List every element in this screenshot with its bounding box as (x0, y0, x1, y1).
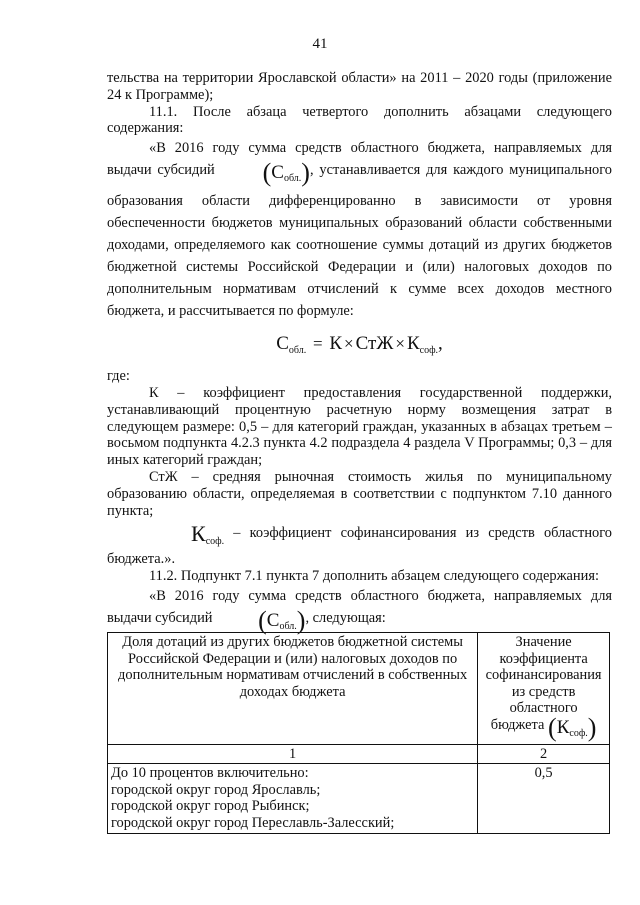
table-row-value: 0,5 (478, 764, 610, 833)
symbol-k-sof: $К_{соф.}$ (191, 521, 225, 548)
stzh-definition: СтЖ – средняя рыночная стоимость жилья по муниципальному образованию области, определяемая в соответствии с подпунктом 7.10 данного пункта; (107, 468, 612, 519)
table-header-row (108, 633, 610, 745)
symbol-c-obl-2: $(С_{обл.})$ (258, 605, 306, 635)
symbol-c-obl: $(С_{обл.})$ (262, 158, 310, 188)
paragraph-continuation: тельства на территории Ярославской области» на 2011 – 2020 годы (приложение 24 к Программе); (107, 70, 612, 103)
symbol-k-sof-header: $(К_{соф.})$ (548, 712, 597, 742)
table-number-row (108, 744, 610, 764)
formula-times-2: × (395, 334, 405, 354)
table-row-categories (108, 764, 478, 833)
table-col-number-2: 2 (478, 744, 610, 764)
document-body (107, 70, 612, 638)
table-header-col2: Значение коэффициента софинансирования из средств областного бюджета $(К_{соф.})$ (478, 633, 610, 745)
paragraph-2016-sum-start: «В 2016 году сумма средств областного бюджета, направляемых для выдачи субсидий (107, 140, 612, 179)
paragraph-2016-sum-2: «В 2016 году сумма средств областного бюджета, направляемых для выдачи субсидий $(С_{обл.})$, следующая: (107, 585, 612, 638)
k-definition: К – коэффициент предоставления государственной поддержки, устанавливающий процентную расчетную норму возмещения затрат в следующем размере: 0,5 – для категорий граждан, указанных в абзацах третьем – восьмом подпункта 4.2.3 пункта 4.2 подраздела 4 раздела V Программы; 0,3 – для иных категорий граждан; (107, 384, 612, 469)
paragraph-2016-sum-end: , устанавливается для каждого муниципального образования области дифференцированно в зависимости от уровня обеспеченности бюджетов муниципальных образований области собственными доходами, определяемого как соотношение суммы дотаций из других бюджетов бюджетной системы Российской Федерации и (или) налоговых доходов по дополнительным нормативам отчислений к сумме всех доходов местного бюджета, и рассчитывается по формуле: (107, 162, 612, 320)
table-row (108, 764, 610, 833)
table-row-line: городской округ город Ярославль; (111, 781, 321, 798)
paragraph-11-1: 11.1. После абзаца четвертого дополнить абзацами следующего содержания: (107, 103, 612, 137)
ksof-definition: $К_{соф.}$ – коэффициент софинансирования из средств областного бюджета.». (107, 521, 612, 568)
paragraph-2016-sum (107, 137, 612, 322)
page-number: 41 (312, 36, 328, 52)
table-row-line: городской округ город Рыбинск; (111, 798, 310, 815)
formula: $С_{обл.} = К$ × СтЖ × $К_{соф.}$, (276, 333, 443, 357)
table-row-line: До 10 процентов включительно: (111, 765, 309, 782)
table-header-col1: Доля дотаций из других бюджетов бюджетной системы Российской Федерации и (или) налоговых доходов по дополнительным нормативам отчислений в собственных доходах бюджета (108, 633, 478, 745)
table-row-line: городской округ город Переславль-Залесский; (111, 814, 395, 831)
table-col-number-1: 1 (108, 744, 478, 764)
cofinancing-table (107, 632, 610, 834)
where-label: где: (107, 368, 130, 385)
paragraph-11-2: 11.2. Подпункт 7.1 пункта 7 дополнить абзацем следующего содержания: (149, 567, 599, 584)
